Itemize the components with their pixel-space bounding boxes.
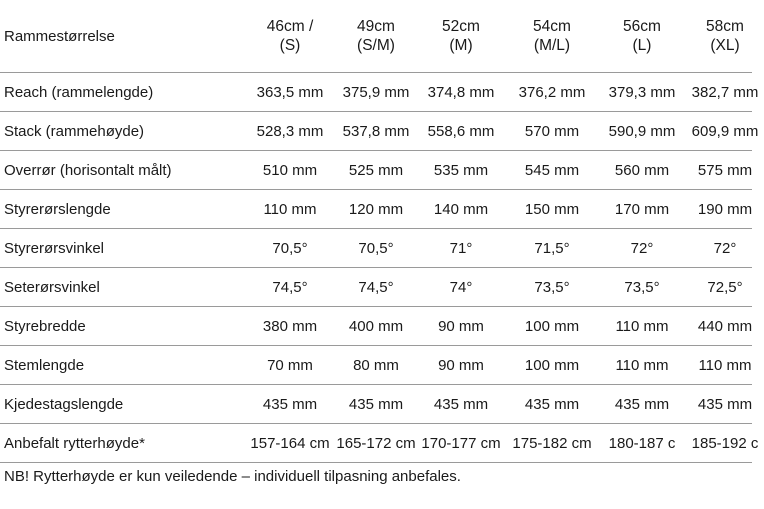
table-cell: 72° — [630, 239, 654, 257]
table-cell: 609,9 mm — [691, 122, 759, 140]
table-cell: 70,5° — [358, 239, 394, 257]
size-cm: 52cm — [442, 18, 480, 35]
table-row-head-tube-length — [0, 190, 752, 229]
table-cell: 90 mm — [438, 317, 484, 335]
table-cell: 150 mm — [524, 200, 580, 218]
row-label: Stemlengde — [4, 356, 85, 374]
table-cell: 435 mm — [262, 395, 318, 413]
table-cell: 435 mm — [433, 395, 489, 413]
table-cell: 110 mm — [263, 200, 317, 218]
table-cell: 71,5° — [534, 239, 570, 257]
table-cell: 80 mm — [353, 356, 399, 374]
table-cell: 72,5° — [707, 278, 743, 296]
table-row-head-tube-angle — [0, 229, 752, 268]
table-cell: 560 mm — [614, 161, 670, 179]
table-cell: 435 mm — [348, 395, 404, 413]
table-cell: 170-177 cm — [421, 434, 501, 452]
table-cell: 170 mm — [614, 200, 670, 218]
table-cell: 190 mm — [697, 200, 753, 218]
size-code: (S/M) — [357, 37, 395, 54]
table-cell: 374,8 mm — [427, 83, 495, 101]
table-cell: 74,5° — [358, 278, 394, 296]
table-cell: 73,5° — [534, 278, 570, 296]
table-cell: 528,3 mm — [256, 122, 324, 140]
table-cell: 157-164 cm — [250, 434, 330, 452]
header-size-56 — [600, 0, 684, 72]
table-cell: 382,7 mm — [691, 83, 759, 101]
table-cell: 510 mm — [262, 161, 318, 179]
table-cell: 180-187 c — [608, 434, 676, 452]
table-cell: 400 mm — [348, 317, 404, 335]
size-cm: 58cm — [706, 18, 744, 35]
table-cell: 175-182 cm — [512, 434, 592, 452]
table-header-row — [0, 0, 752, 73]
table-cell: 100 mm — [524, 356, 580, 374]
table-cell: 74° — [449, 278, 473, 296]
row-label: Kjedestagslengde — [4, 395, 124, 413]
table-cell: 70 mm — [267, 356, 313, 374]
table-cell: 71° — [449, 239, 473, 257]
table-cell: 590,9 mm — [608, 122, 676, 140]
table-cell: 570 mm — [524, 122, 580, 140]
table-row-reach — [0, 73, 759, 112]
row-label: Styrerørsvinkel — [4, 239, 105, 257]
footnote: NB! Rytterhøyde er kun veiledende – individuell tilpasning anbefales. — [4, 468, 461, 485]
size-cm: 54cm — [533, 18, 571, 35]
table-cell: 379,3 mm — [608, 83, 676, 101]
header-size-49 — [336, 0, 416, 72]
table-cell: 90 mm — [438, 356, 484, 374]
size-code: (M) — [449, 37, 473, 54]
table-cell: 435 mm — [524, 395, 580, 413]
table-row-seat-tube-angle — [0, 268, 752, 307]
header-size-46 — [248, 0, 332, 72]
table-cell: 435 mm — [697, 395, 753, 413]
table-row-stem-length — [0, 346, 752, 385]
size-cm: 56cm — [623, 18, 661, 35]
table-cell: 165-172 cm — [336, 434, 416, 452]
table-cell: 72° — [713, 239, 737, 257]
header-size-54 — [508, 0, 596, 72]
table-cell: 440 mm — [697, 317, 753, 335]
table-cell: 185-192 c — [691, 434, 759, 452]
row-label: Styrerørslengde — [4, 200, 111, 218]
table-cell: 558,6 mm — [427, 122, 495, 140]
table-cell: 537,8 mm — [342, 122, 410, 140]
size-cm: 46cm / — [266, 18, 314, 35]
table-cell: 575 mm — [697, 161, 753, 179]
table-cell: 70,5° — [272, 239, 308, 257]
header-size-52 — [420, 0, 502, 72]
table-cell: 140 mm — [433, 200, 489, 218]
header-size-58 — [686, 0, 764, 72]
table-cell: 110 mm — [698, 356, 752, 374]
table-cell: 363,5 mm — [256, 83, 324, 101]
table-cell: 110 mm — [615, 317, 669, 335]
size-code: (S) — [279, 37, 301, 54]
row-label: Stack (rammehøyde) — [4, 122, 145, 140]
table-cell: 535 mm — [433, 161, 489, 179]
size-code: (M/L) — [533, 37, 571, 54]
table-cell: 375,9 mm — [342, 83, 410, 101]
row-label: Styrebredde — [4, 317, 86, 335]
table-row-handlebar-width — [0, 307, 752, 346]
table-row-rider-height — [0, 424, 759, 463]
size-code: (L) — [632, 37, 652, 54]
table-cell: 120 mm — [348, 200, 404, 218]
table-row-chainstay-length — [0, 385, 752, 424]
row-label: Seterørsvinkel — [4, 278, 100, 296]
table-cell: 73,5° — [624, 278, 660, 296]
row-label: Overrør (horisontalt målt) — [4, 161, 172, 179]
row-label: Reach (rammelengde) — [4, 83, 154, 101]
size-cm: 49cm — [357, 18, 395, 35]
table-cell: 380 mm — [262, 317, 318, 335]
table-cell: 100 mm — [524, 317, 580, 335]
table-cell: 74,5° — [272, 278, 308, 296]
table-row-top-tube — [0, 151, 752, 190]
row-label: Anbefalt rytterhøyde* — [4, 434, 145, 452]
table-cell: 525 mm — [348, 161, 404, 179]
table-cell: 376,2 mm — [518, 83, 586, 101]
table-cell: 110 mm — [615, 356, 669, 374]
table-row-stack — [0, 112, 759, 151]
header-label: Rammestørrelse — [4, 27, 115, 45]
table-cell: 435 mm — [614, 395, 670, 413]
size-code: (XL) — [710, 37, 740, 54]
table-cell: 545 mm — [524, 161, 580, 179]
